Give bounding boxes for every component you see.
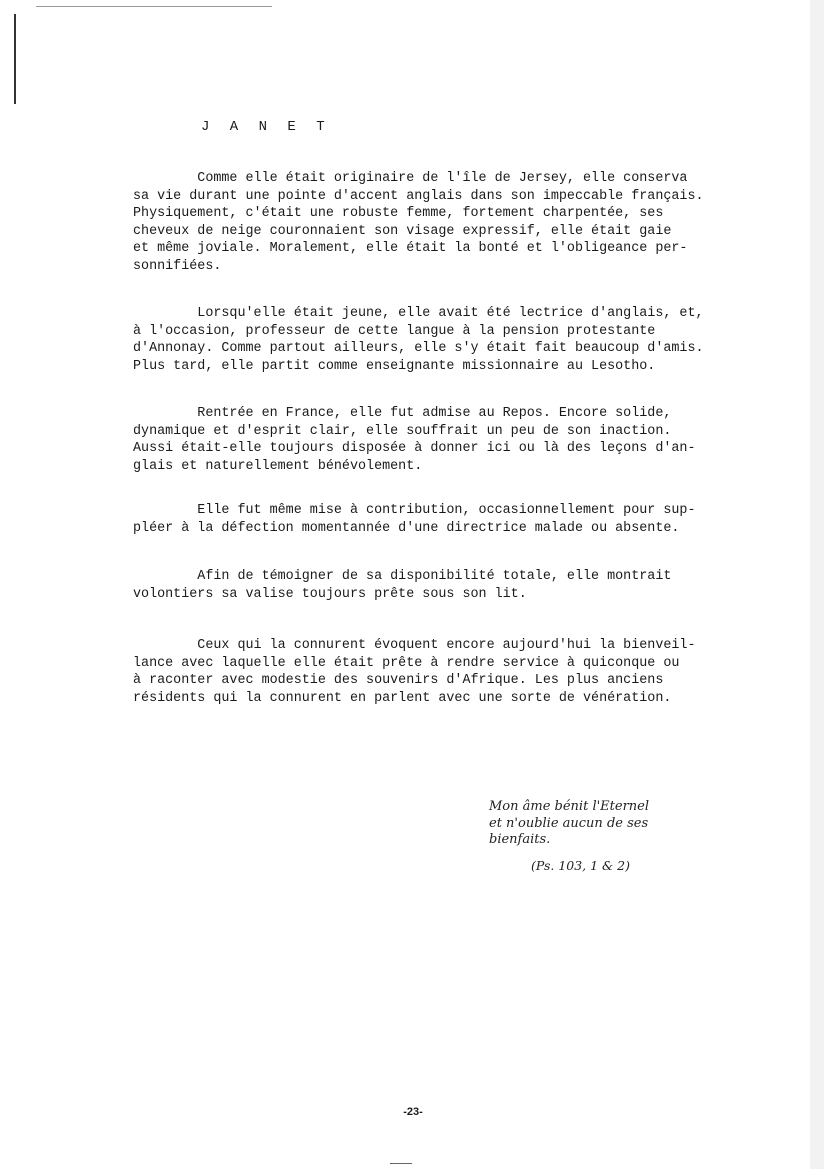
psalm-reference: (Ps. 103, 1 & 2) bbox=[531, 858, 630, 873]
paragraph-1: Comme elle était originaire de l'île de Jersey, elle conserva sa vie durant une pointe d'accent anglais dans son impeccable français. Physiquement, c'était une robuste femme, fortement charpentée, ses cheveux de neige couronnaient son visage expressif, elle était gaie et même joviale. Moralement, elle était la bonté et l'obligeance per- sonnifiées. bbox=[133, 171, 704, 274]
scan-edge-mark bbox=[14, 14, 16, 104]
paragraph-4: Elle fut même mise à contribution, occasionnellement pour sup- pléer à la défection momentannée d'une directrice malade ou absente. bbox=[133, 503, 696, 536]
scan-bottom-mark bbox=[390, 1163, 412, 1164]
paragraph-3: Rentrée en France, elle fut admise au Repos. Encore solide, dynamique et d'esprit clair, elle souffrait un peu de son inaction. Aussi était-elle toujours disposée à donner ici ou là des leçons d'an- glais et naturellement bénévolement. bbox=[133, 406, 696, 474]
paragraph-2: Lorsqu'elle était jeune, elle avait été lectrice d'anglais, et, à l'occasion, professeur de cette langue à la pension protestante d'Annonay. Comme partout ailleurs, elle s'y était fait beaucoup d'amis. Plus tard, elle partit comme enseignante missionnaire au Lesotho. bbox=[133, 306, 704, 374]
scan-top-line bbox=[36, 6, 272, 7]
scan-right-shadow bbox=[810, 0, 824, 1169]
psalm-quote: Mon âme bénit l'Eternel et n'oublie aucun de ses bienfaits. bbox=[489, 799, 650, 847]
page-number: -23- bbox=[403, 1106, 423, 1118]
paragraph-5: Afin de témoigner de sa disponibilité totale, elle montrait volontiers sa valise toujours prête sous son lit. bbox=[133, 569, 672, 602]
document-title: J A N E T bbox=[201, 119, 331, 135]
paragraph-6: Ceux qui la connurent évoquent encore aujourd'hui la bienveil- lance avec laquelle elle était prête à rendre service à quiconque ou à raconter avec modestie des souvenirs d'Afrique. Les plus anciens résidents qui la connurent en parlent avec une sorte de vénération. bbox=[133, 638, 696, 706]
